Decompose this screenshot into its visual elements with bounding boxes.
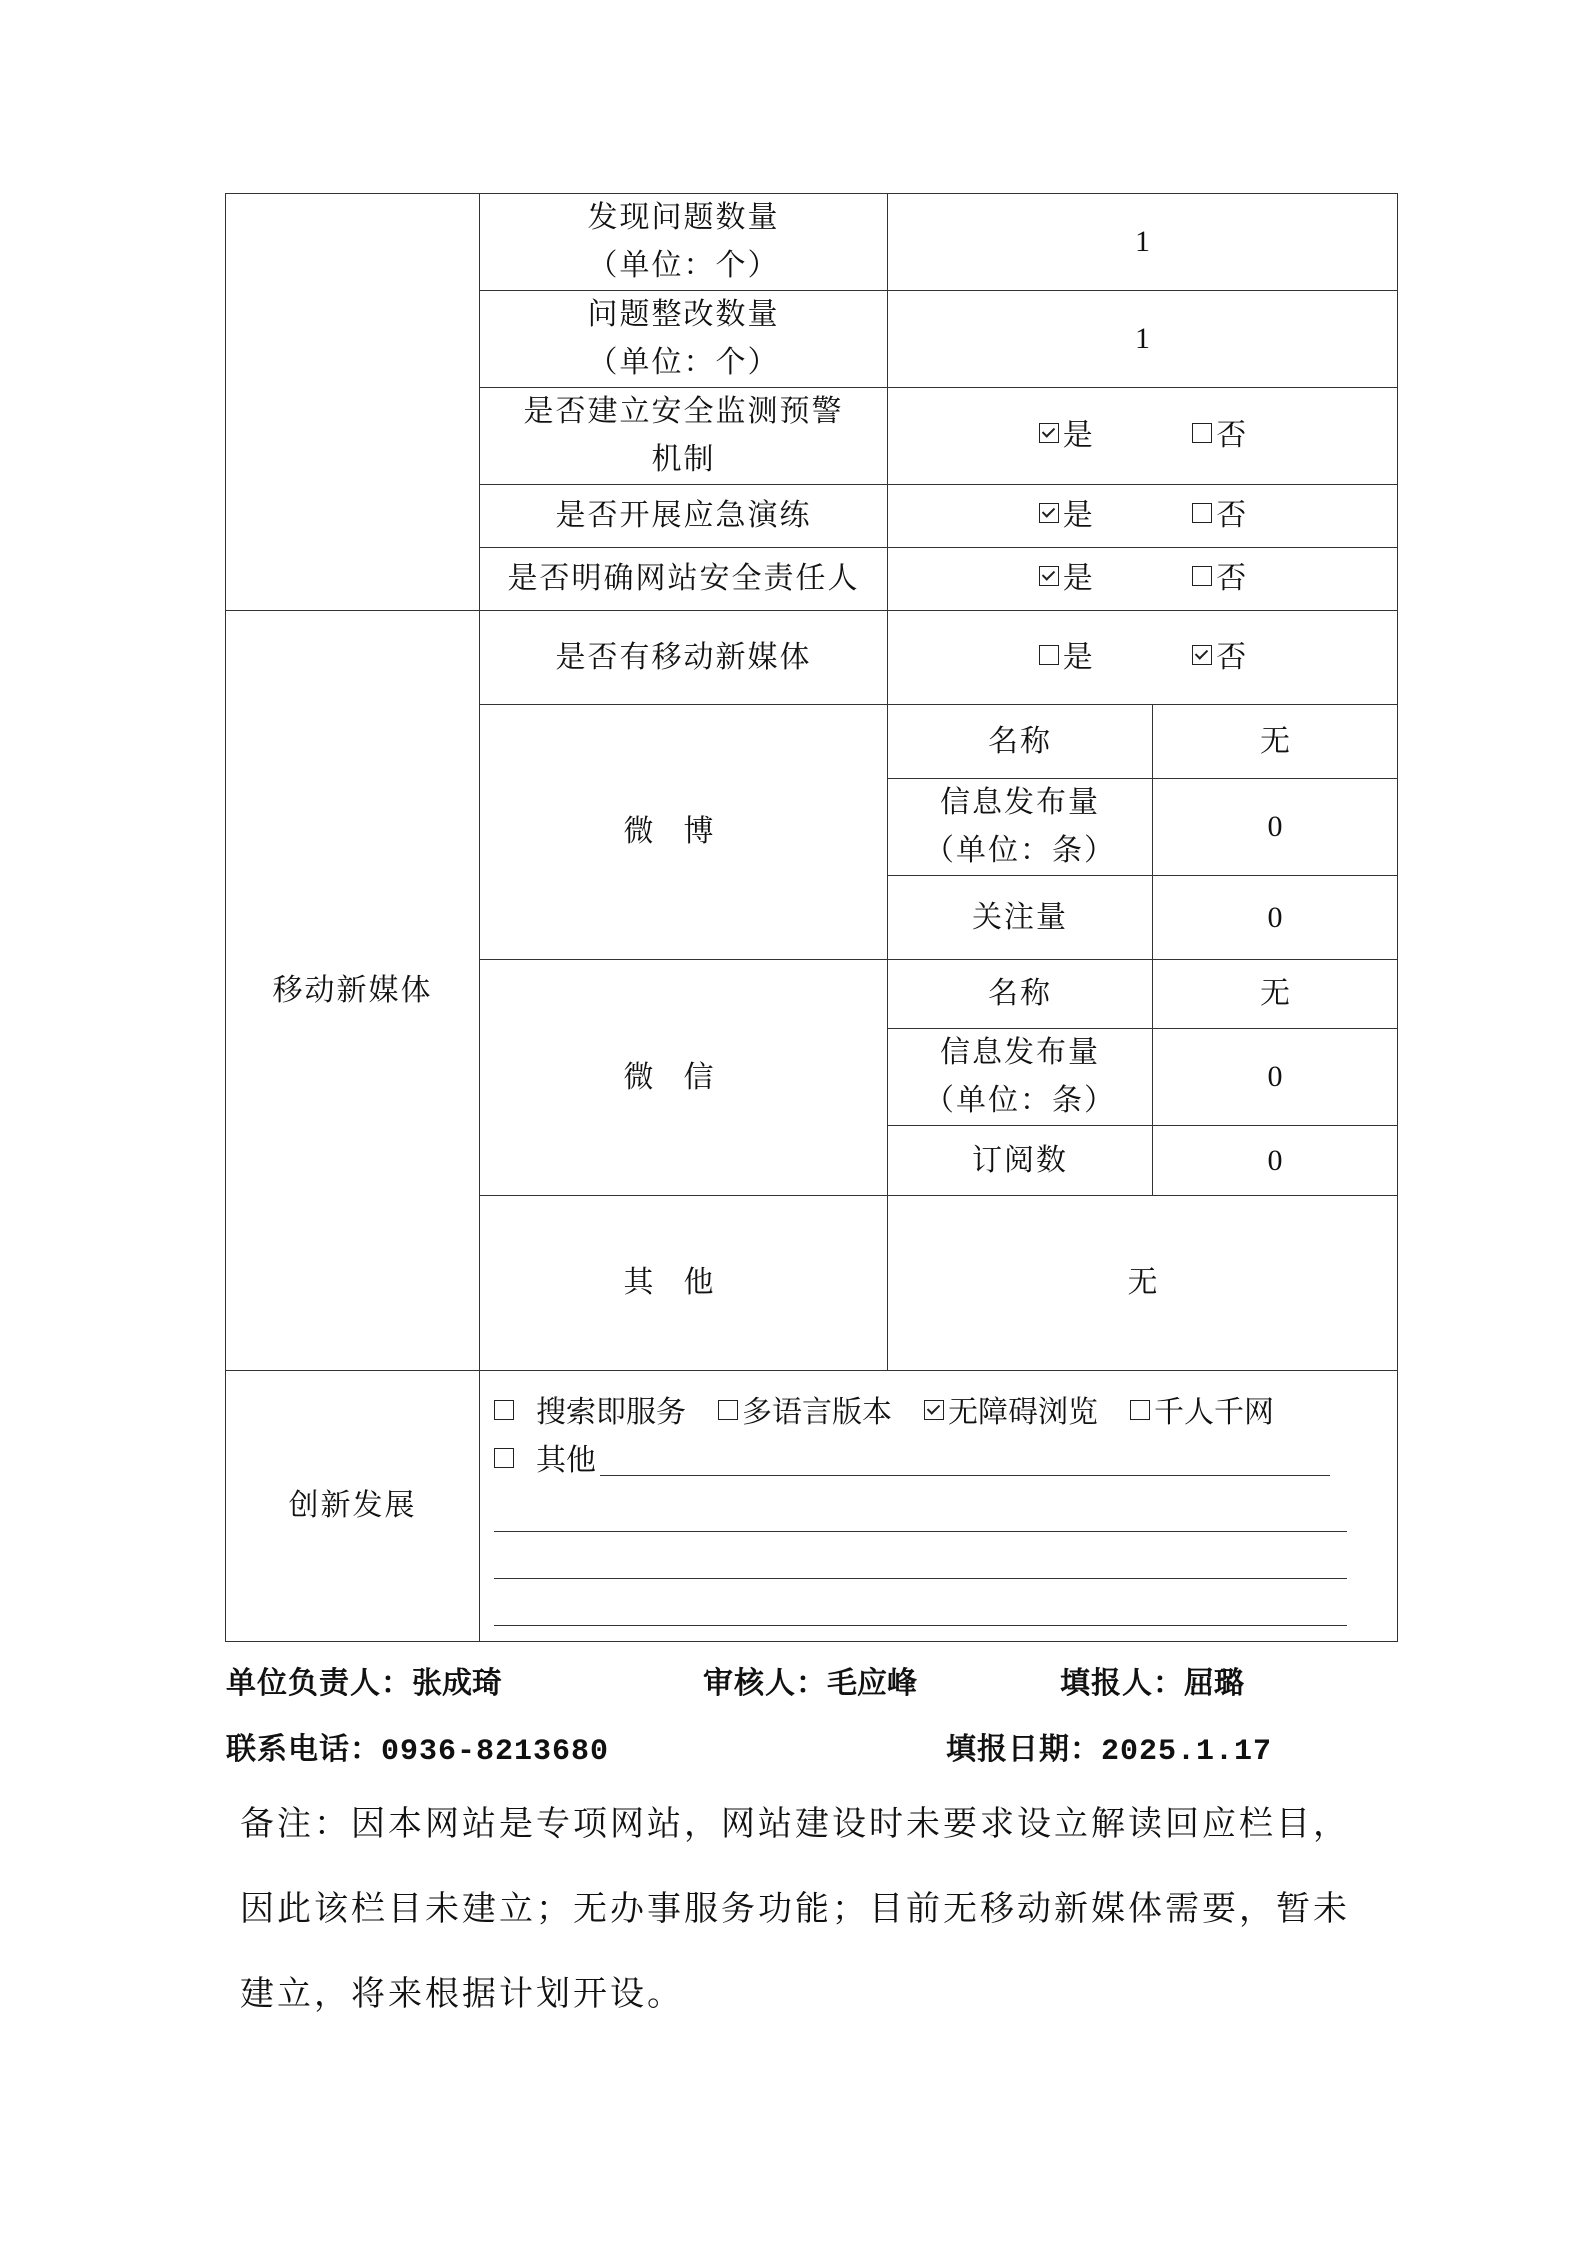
- report-table: [225, 193, 1398, 1642]
- option-search-service[interactable]: 搜索即服务: [494, 1389, 686, 1437]
- blank-line[interactable]: [494, 1485, 1347, 1532]
- wechat-subscribe-label: 订阅数: [888, 1126, 1153, 1196]
- table-row: [226, 1371, 1398, 1642]
- mobile-other-label: 其他: [480, 1196, 888, 1371]
- remark-paragraph: 备注：因本网站是专项网站，网站建设时未要求设立解读回应栏目，因此该栏目未建立；无办事服务功能；目前无移动新媒体需要，暂未建立，将来根据计划开设。: [240, 1804, 1350, 2014]
- phone-number: 0936-8213680: [381, 1735, 610, 1769]
- innovation-options: [480, 1371, 1398, 1642]
- weibo-name-value: 无: [1153, 705, 1398, 779]
- mobile-other-value: 无: [888, 1196, 1398, 1371]
- option-personalized[interactable]: 千人千网: [1130, 1389, 1274, 1437]
- has-mobile-no-option[interactable]: 否: [1192, 634, 1246, 682]
- weibo-follow-value: 0: [1153, 876, 1398, 960]
- blank-line[interactable]: [494, 1579, 1347, 1626]
- found-issues-value: 1: [888, 194, 1398, 291]
- checkbox-empty-icon: [494, 1400, 514, 1420]
- drill-no-option[interactable]: 否: [1192, 492, 1246, 540]
- unit-head-line: 单位负责人：张成琦: [226, 1666, 502, 1701]
- reviewer-line: 审核人：毛应峰: [703, 1666, 917, 1701]
- date-line: 填报日期：2025.1.17: [946, 1732, 1273, 1769]
- has-mobile-choice: [888, 611, 1398, 705]
- wechat-publish-label: 信息发布量 （单位：条）: [888, 1029, 1153, 1126]
- monitoring-choice: [888, 388, 1398, 485]
- option-other[interactable]: 其他: [494, 1437, 596, 1485]
- other-fill-line[interactable]: [600, 1445, 1330, 1476]
- wechat-label: 微信: [480, 960, 888, 1196]
- monitoring-no-option[interactable]: 否: [1192, 412, 1246, 460]
- wechat-name-label: 名称: [888, 960, 1153, 1029]
- checkbox-checked-icon: [1192, 645, 1212, 665]
- checkbox-checked-icon: [924, 1400, 944, 1420]
- filler-name: 屈璐: [1184, 1666, 1244, 1701]
- checkbox-checked-icon: [1039, 566, 1059, 586]
- weibo-publish-label: 信息发布量 （单位：条）: [888, 779, 1153, 876]
- option-accessible[interactable]: 无障碍浏览: [924, 1389, 1098, 1437]
- weibo-publish-value: 0: [1153, 779, 1398, 876]
- drill-yes-option[interactable]: 是: [1039, 492, 1093, 540]
- responsible-choice: [888, 548, 1398, 611]
- checkbox-empty-icon: [1039, 645, 1059, 665]
- option-multilingual[interactable]: 多语言版本: [718, 1389, 892, 1437]
- checkbox-empty-icon: [1192, 423, 1212, 443]
- security-section-cell: [226, 194, 480, 611]
- fixed-issues-label: 问题整改数量 （单位：个）: [480, 291, 888, 388]
- checkbox-empty-icon: [718, 1400, 738, 1420]
- checkbox-checked-icon: [1039, 423, 1059, 443]
- wechat-subscribe-value: 0: [1153, 1126, 1398, 1196]
- fill-date: 2025.1.17: [1101, 1735, 1273, 1769]
- blank-line[interactable]: [494, 1532, 1347, 1579]
- drill-choice: [888, 485, 1398, 548]
- phone-line: 联系电话：0936-8213680: [226, 1732, 610, 1769]
- monitoring-yes-option[interactable]: 是: [1039, 412, 1093, 460]
- fixed-issues-value: 1: [888, 291, 1398, 388]
- checkbox-empty-icon: [494, 1448, 514, 1468]
- monitoring-label: 是否建立安全监测预警 机制: [480, 388, 888, 485]
- checkbox-empty-icon: [1192, 503, 1212, 523]
- wechat-publish-value: 0: [1153, 1029, 1398, 1126]
- checkbox-empty-icon: [1130, 1400, 1150, 1420]
- reviewer-name: 毛应峰: [827, 1666, 917, 1701]
- mobile-section-label: 移动新媒体: [226, 611, 480, 1371]
- filler-line: 填报人：屈璐: [1060, 1666, 1244, 1701]
- responsible-yes-option[interactable]: 是: [1039, 555, 1093, 603]
- checkbox-empty-icon: [1192, 566, 1212, 586]
- weibo-label: 微博: [480, 705, 888, 960]
- table-row: [226, 194, 1398, 291]
- drill-label: 是否开展应急演练: [480, 485, 888, 548]
- has-mobile-yes-option[interactable]: 是: [1039, 634, 1093, 682]
- wechat-name-value: 无: [1153, 960, 1398, 1029]
- innovation-section-label: 创新发展: [226, 1371, 480, 1642]
- checkbox-checked-icon: [1039, 503, 1059, 523]
- unit-head-name: 张成琦: [412, 1666, 502, 1701]
- has-mobile-label: 是否有移动新媒体: [480, 611, 888, 705]
- found-issues-label: 发现问题数量 （单位：个）: [480, 194, 888, 291]
- weibo-follow-label: 关注量: [888, 876, 1153, 960]
- responsible-no-option[interactable]: 否: [1192, 555, 1246, 603]
- weibo-name-label: 名称: [888, 705, 1153, 779]
- responsible-label: 是否明确网站安全责任人: [480, 548, 888, 611]
- table-row: [226, 611, 1398, 705]
